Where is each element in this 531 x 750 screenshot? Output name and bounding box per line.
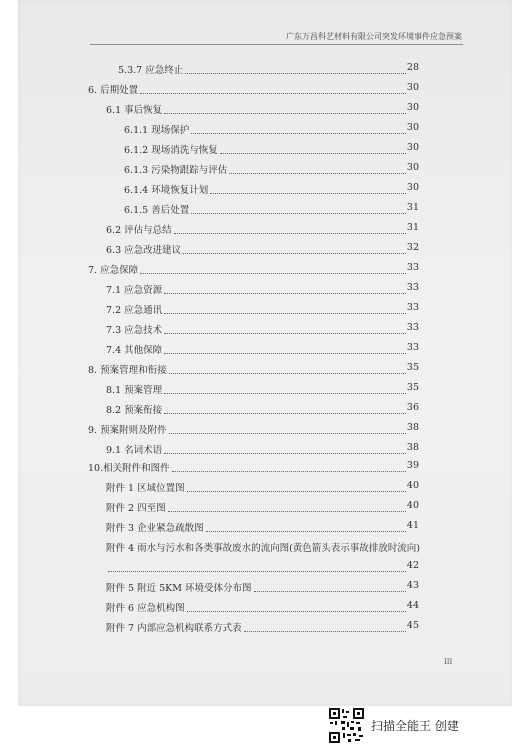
toc-entry-label: 7.1 应急资源 bbox=[106, 285, 163, 296]
toc-leader-dots bbox=[164, 302, 406, 314]
toc-leader-dots bbox=[164, 442, 406, 454]
toc-leader-dots bbox=[210, 182, 406, 194]
toc-entry bbox=[18, 242, 512, 258]
toc-entry bbox=[18, 540, 512, 556]
toc-entry bbox=[18, 202, 512, 218]
toc-entry-page: 42 bbox=[406, 560, 419, 571]
toc-entry-label: 附件 2 四至图 bbox=[106, 503, 166, 514]
toc-leader-dots bbox=[164, 282, 406, 294]
toc-leader-dots bbox=[174, 222, 406, 234]
toc-entry-page: 36 bbox=[406, 402, 419, 413]
toc-entry bbox=[18, 402, 512, 418]
toc-entry-page: 30 bbox=[406, 122, 419, 133]
toc-leader-dots bbox=[164, 402, 406, 414]
toc-entry bbox=[18, 82, 512, 98]
toc-leader-dots bbox=[187, 600, 406, 612]
toc-entry bbox=[18, 480, 512, 496]
toc-entry-page: 33 bbox=[406, 302, 419, 313]
toc-entry-page: 45 bbox=[406, 620, 419, 631]
toc-leader-dots bbox=[229, 162, 406, 174]
toc-entry bbox=[18, 262, 512, 278]
toc-entry-page: 40 bbox=[406, 480, 419, 491]
toc-entry-page: 30 bbox=[406, 102, 419, 113]
toc-entry bbox=[18, 322, 512, 338]
toc-entry-label: 6.1 事后恢复 bbox=[106, 105, 163, 116]
toc-entry-label: 6.1.3 污染物跟踪与评估 bbox=[124, 165, 228, 176]
toc-leader-dots bbox=[164, 342, 406, 354]
toc-leader-dots bbox=[168, 500, 406, 512]
toc-entry bbox=[18, 560, 512, 576]
toc-entry-label: 6.1.5 善后处置 bbox=[124, 205, 190, 216]
toc-leader-dots bbox=[140, 82, 406, 94]
toc-entry-page: 35 bbox=[406, 362, 419, 373]
toc-entry bbox=[18, 442, 512, 458]
scanner-watermark bbox=[328, 707, 459, 744]
toc-entry-label: 6. 后期处置 bbox=[88, 85, 139, 96]
toc-leader-dots bbox=[244, 620, 406, 632]
toc-entry-label: 5.3.7 应急终止 bbox=[118, 65, 184, 76]
toc-entry bbox=[18, 620, 512, 636]
toc-entry bbox=[18, 580, 512, 596]
toc-entry-page: 31 bbox=[406, 202, 419, 213]
toc-entry-label: 7.4 其他保障 bbox=[106, 345, 163, 356]
running-header: 广东万昌科艺材料有限公司突发环境事件应急预案 bbox=[286, 32, 462, 41]
toc-entry-page: 33 bbox=[406, 262, 419, 273]
toc-leader-dots bbox=[164, 102, 406, 114]
toc-entry bbox=[18, 282, 512, 298]
qr-code-icon bbox=[328, 707, 365, 744]
toc-entry-page: 33 bbox=[406, 342, 419, 353]
toc-entry bbox=[18, 362, 512, 378]
toc-entry-label: 6.1.4 环境恢复计划 bbox=[124, 185, 209, 196]
toc-entry-label: 8. 预案管理和衔接 bbox=[88, 365, 167, 376]
toc-leader-dots bbox=[164, 382, 406, 394]
toc-leader-dots bbox=[140, 262, 406, 274]
toc-entry-label: 附件 1 区域位置图 bbox=[106, 483, 185, 494]
toc-entry-page: 38 bbox=[406, 442, 419, 453]
toc-entry bbox=[18, 102, 512, 118]
toc-entry-label: 10.相关附件和图件 bbox=[88, 463, 170, 474]
toc-entry-label: 7.3 应急技术 bbox=[106, 325, 163, 336]
page-number: III bbox=[444, 658, 453, 666]
toc-entry bbox=[18, 342, 512, 358]
toc-entry-page: 30 bbox=[406, 182, 419, 193]
toc-leader-dots bbox=[169, 362, 406, 374]
toc-entry bbox=[18, 62, 512, 78]
toc-leader-dots bbox=[185, 62, 406, 74]
toc-entry bbox=[18, 382, 512, 398]
toc-entry-page: 28 bbox=[406, 62, 419, 73]
toc-entry bbox=[18, 460, 512, 476]
toc-leader-dots bbox=[169, 422, 406, 434]
toc-entry-label: 6.3 应急改进建议 bbox=[106, 245, 182, 256]
toc-entry bbox=[18, 222, 512, 238]
toc-leader-dots bbox=[191, 122, 406, 134]
document-page bbox=[18, 0, 512, 706]
toc-leader-dots bbox=[164, 322, 406, 334]
toc-entry-page: 41 bbox=[406, 520, 419, 531]
toc-entry-page: 44 bbox=[406, 600, 419, 611]
toc-leader-dots bbox=[254, 580, 406, 592]
toc-entry-label: 6.2 评估与总结 bbox=[106, 225, 172, 236]
toc-leader-dots bbox=[187, 480, 406, 492]
toc-entry-label: 9.1 名词术语 bbox=[106, 445, 163, 456]
toc-leader-dots bbox=[220, 142, 406, 154]
toc-entry bbox=[18, 422, 512, 438]
toc-entry-label: 7.2 应急通讯 bbox=[106, 305, 163, 316]
toc-leader-dots bbox=[183, 242, 406, 254]
toc-entry-label: 附件 3 企业紧急疏散图 bbox=[106, 523, 204, 534]
toc-entry bbox=[18, 162, 512, 178]
toc-entry bbox=[18, 520, 512, 536]
toc-entry-label: 6.1.2 现场消洗与恢复 bbox=[124, 145, 218, 156]
toc-entry-label: 7. 应急保障 bbox=[88, 265, 139, 276]
toc-entry bbox=[18, 182, 512, 198]
toc-leader-dots bbox=[191, 202, 406, 214]
toc-entry-label: 8.2 预案衔接 bbox=[106, 405, 163, 416]
toc-entry-label: 9. 预案附则及附件 bbox=[88, 425, 167, 436]
toc-entry-label: 附件 7 内部应急机构联系方式表 bbox=[106, 623, 242, 634]
toc-entry-page: 35 bbox=[406, 382, 419, 393]
toc-entry-label: 附件 6 应急机构图 bbox=[106, 603, 185, 614]
toc-leader-dots bbox=[172, 460, 406, 472]
toc-entry-page: 40 bbox=[406, 500, 419, 511]
toc-entry bbox=[18, 122, 512, 138]
toc-entry-page: 33 bbox=[406, 322, 419, 333]
toc-entry-label: 8.1 预案管理 bbox=[106, 385, 163, 396]
toc-entry-page: 33 bbox=[406, 282, 419, 293]
toc-leader-dots bbox=[108, 560, 406, 572]
toc-entry-label: 附件 4 雨水与污水和各类事故废水的流向图(黄色箭头表示事故排放时流向) bbox=[106, 543, 420, 554]
toc-entry bbox=[18, 302, 512, 318]
toc-entry bbox=[18, 142, 512, 158]
toc-entry-page: 39 bbox=[406, 460, 419, 471]
toc-entry bbox=[18, 600, 512, 616]
toc-leader-dots bbox=[206, 520, 406, 532]
header-rule bbox=[90, 44, 463, 45]
toc-entry-page: 30 bbox=[406, 162, 419, 173]
toc-entry-label: 6.1.1 现场保护 bbox=[124, 125, 190, 136]
toc-entry-page: 38 bbox=[406, 422, 419, 433]
toc-entry-page: 31 bbox=[406, 222, 419, 233]
toc-entry-label: 附件 5 附近 5KM 环境受体分布图 bbox=[106, 583, 252, 594]
scanner-watermark-text: 扫描全能王 创建 bbox=[371, 719, 459, 733]
toc-entry bbox=[18, 500, 512, 516]
toc-entry-page: 30 bbox=[406, 142, 419, 153]
toc-entry-page: 30 bbox=[406, 82, 419, 93]
toc-entry-page: 43 bbox=[406, 580, 419, 591]
toc-entry-page: 32 bbox=[406, 242, 419, 253]
